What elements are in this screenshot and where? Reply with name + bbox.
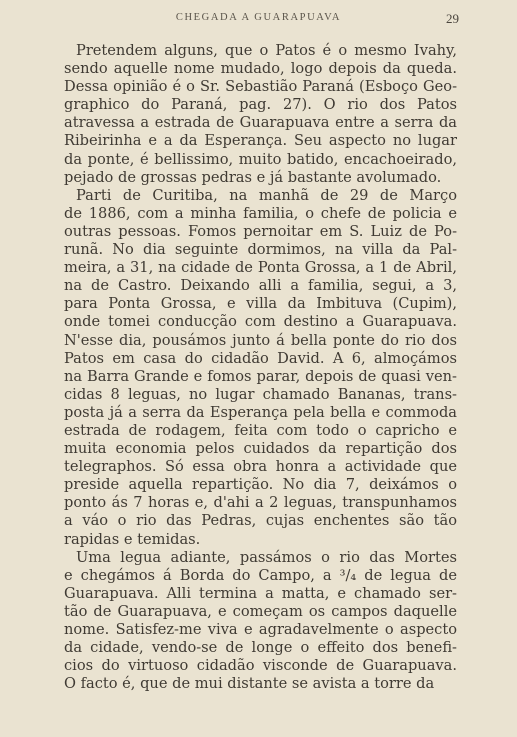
text-line: N'esse dia, pousámos junto á bella ponte do rio dos xyxy=(64,331,457,349)
text-line: para Ponta Grossa, e villa da Imbituva (Cupim), xyxy=(64,295,457,313)
running-title: CHEGADA A GUARAPUAVA xyxy=(175,12,342,23)
text-line: telegraphos. Só essa obra honra a actividade que xyxy=(64,458,457,476)
text-line: cios do virtuoso cidadão visconde de Guarapuava. xyxy=(64,657,457,675)
text-line: muita economia pelos cuidados da repartição dos xyxy=(64,440,457,458)
text-line: Parti de Curitiba, na manhã de 29 de Março xyxy=(76,186,457,204)
text-line: Dessa opinião é o Sr. Sebastião Paraná (Esboço Geo- xyxy=(64,78,457,96)
text-line: da cidade, vendo-se de longe o effeito dos benefi- xyxy=(64,639,457,657)
paragraph xyxy=(64,549,457,694)
text-line: Pretendem alguns, que o Patos é o mesmo Ivahy, xyxy=(76,42,457,59)
text-line: meira, a 31, na cidade de Ponta Grossa, a 1 de Abril, xyxy=(64,259,457,277)
text-line: O facto é, que de mui distante se avista a torre da xyxy=(64,675,435,693)
text-line: a váo o rio das Pedras, cujas enchentes são tão xyxy=(64,512,457,530)
text-line: rapidas e temidas. xyxy=(64,530,201,548)
text-line: Ribeirinha e a da Esperança. Seu aspecto no lugar xyxy=(64,132,457,150)
text-line: preside aquella repartição. No dia 7, deixámos o xyxy=(64,476,457,494)
page-header xyxy=(0,12,517,28)
paragraph xyxy=(64,42,457,187)
text-line: na de Castro. Deixando alli a familia, segui, a 3, xyxy=(64,277,457,295)
text-line: graphico do Paraná, pag. 27). O rio dos Patos xyxy=(64,96,457,114)
text-line: de 1886, com a minha familia, o chefe de policia e xyxy=(64,204,457,222)
text-line: onde tomei conducção com destino a Guarapuava. xyxy=(64,313,457,331)
text-line: pejado de grossas pedras e já bastante avolumado. xyxy=(64,168,442,186)
text-line: posta já a serra da Esperança pela bella e commoda xyxy=(64,403,457,421)
text-line: cidas 8 leguas, no lugar chamado Bananas, trans- xyxy=(64,385,457,403)
text-line: outras pessoas. Fomos pernoitar em S. Luiz de Po- xyxy=(64,222,457,240)
text-line: Patos em casa do cidadão David. A 6, almoçámos xyxy=(64,349,457,367)
text-line: nome. Satisfez-me viva e agradavelmente o aspecto xyxy=(64,621,457,638)
text-line: sendo aquelle nome mudado, logo depois da queda. xyxy=(64,60,457,78)
text-line: Uma legua adiante, passámos o rio das Mortes xyxy=(76,548,457,566)
text-line: da ponte, é bellissimo, muito batido, encachoeirado, xyxy=(64,150,457,168)
page-number: 29 xyxy=(446,11,459,26)
paragraph xyxy=(64,187,457,549)
text-line: Guarapuava. Alli termina a matta, e chamado ser- xyxy=(64,584,457,602)
body-text xyxy=(64,42,457,693)
text-line: na Barra Grande e fomos parar, depois de quasi ven- xyxy=(64,367,457,385)
text-line: atravessa a estrada de Guarapuava entre a serra da xyxy=(64,114,457,132)
text-line: estrada de rodagem, feita com todo o capricho e xyxy=(64,421,457,439)
text-line: runã. No dia seguinte dormimos, na villa da Pal- xyxy=(64,241,457,259)
text-line: tão de Guarapuava, e começam os campos daquelle xyxy=(64,602,457,620)
text-line: ponto ás 7 horas e, d'ahi a 2 leguas, transpunhamos xyxy=(64,494,457,512)
text-line: e chegámos á Borda do Campo, a ³/₄ de legua de xyxy=(64,566,457,584)
